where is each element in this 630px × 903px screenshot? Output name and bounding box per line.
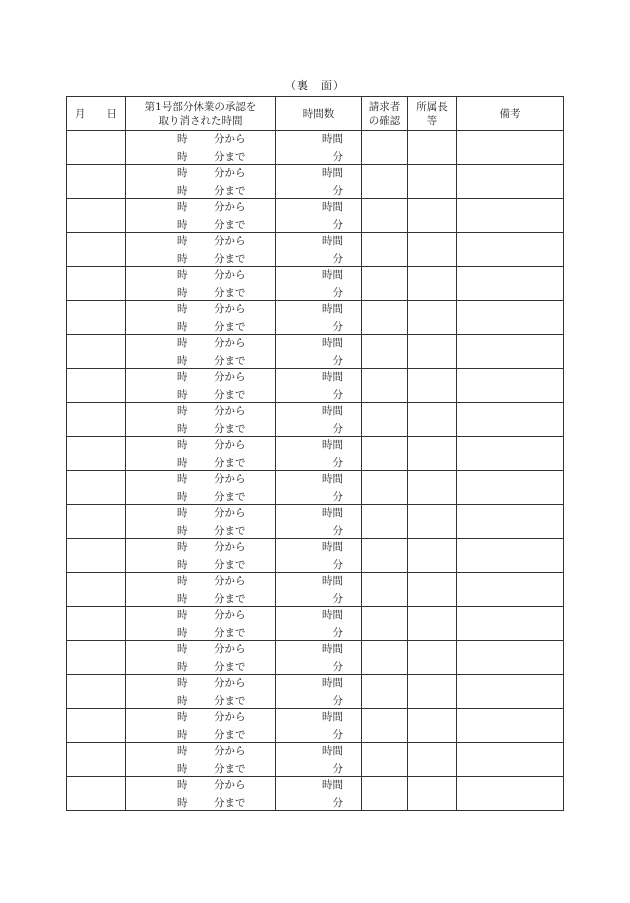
minute-to-label: 分まで (214, 763, 246, 775)
department-head-cell[interactable] (408, 335, 457, 369)
table-row (67, 131, 564, 165)
date-cell[interactable] (67, 505, 126, 539)
date-cell[interactable] (67, 607, 126, 641)
department-head-cell[interactable] (408, 675, 457, 709)
time-range-cell[interactable] (126, 335, 276, 369)
department-head-cell[interactable] (408, 505, 457, 539)
time-range-cell[interactable] (126, 675, 276, 709)
minute-to-label: 分まで (214, 491, 246, 503)
duration-cell[interactable] (276, 675, 362, 709)
duration-minutes-label: 分 (332, 219, 343, 231)
header-requester-line2: の確認 (368, 114, 401, 127)
table-row (67, 165, 564, 199)
duration-minutes-label: 分 (332, 423, 343, 435)
duration-hours-label: 時間 (322, 779, 343, 791)
header-requester-line1: 請求者 (368, 100, 401, 113)
minute-to-label: 分まで (214, 525, 246, 537)
minute-to-label: 分まで (214, 423, 246, 435)
department-head-cell[interactable] (408, 539, 457, 573)
duration-cell[interactable] (276, 505, 362, 539)
header-head-line2: 等 (426, 114, 438, 127)
time-range-cell[interactable] (126, 709, 276, 743)
duration-cell[interactable] (276, 267, 362, 301)
minute-to-label: 分まで (214, 185, 246, 197)
duration-cell[interactable] (276, 777, 362, 811)
remarks-cell[interactable] (457, 505, 564, 539)
minute-from-label: 分から (214, 337, 246, 349)
department-head-cell[interactable] (408, 131, 457, 165)
time-range-cell[interactable] (126, 743, 276, 777)
duration-hours-label: 時間 (322, 371, 343, 383)
time-range-cell[interactable] (126, 607, 276, 641)
duration-hours-label: 時間 (322, 303, 343, 315)
date-cell[interactable] (67, 743, 126, 777)
minute-to-label: 分まで (214, 321, 246, 333)
duration-minutes-label: 分 (332, 491, 343, 503)
remarks-cell[interactable] (457, 743, 564, 777)
duration-hours-label: 時間 (322, 643, 343, 655)
duration-minutes-label: 分 (332, 695, 343, 707)
duration-cell[interactable] (276, 471, 362, 505)
requester-confirmation-cell[interactable] (362, 403, 408, 437)
requester-confirmation-cell[interactable] (362, 777, 408, 811)
time-range-cell[interactable] (126, 641, 276, 675)
date-cell[interactable] (67, 199, 126, 233)
time-range-cell[interactable] (126, 369, 276, 403)
time-range-cell[interactable] (126, 267, 276, 301)
hour-from-label: 時 (177, 643, 188, 655)
time-range-cell[interactable] (126, 505, 276, 539)
hour-to-label: 時 (177, 423, 188, 435)
header-cancelled-time (126, 97, 276, 131)
requester-confirmation-cell[interactable] (362, 471, 408, 505)
remarks-cell[interactable] (457, 233, 564, 267)
date-cell[interactable] (67, 641, 126, 675)
hour-from-label: 時 (177, 439, 188, 451)
remarks-cell[interactable] (457, 607, 564, 641)
department-head-cell[interactable] (408, 199, 457, 233)
duration-cell[interactable] (276, 539, 362, 573)
duration-minutes-label: 分 (332, 763, 343, 775)
hour-from-label: 時 (177, 133, 188, 145)
date-cell[interactable] (67, 165, 126, 199)
department-head-cell[interactable] (408, 471, 457, 505)
partial-leave-cancellation-table (66, 96, 564, 811)
duration-minutes-label: 分 (332, 287, 343, 299)
duration-minutes-label: 分 (332, 593, 343, 605)
hour-from-label: 時 (177, 235, 188, 247)
hour-to-label: 時 (177, 151, 188, 163)
hour-to-label: 時 (177, 525, 188, 537)
hour-from-label: 時 (177, 779, 188, 791)
duration-hours-label: 時間 (322, 473, 343, 485)
requester-confirmation-cell[interactable] (362, 675, 408, 709)
duration-cell[interactable] (276, 165, 362, 199)
hour-to-label: 時 (177, 627, 188, 639)
header-remarks: 備考 (457, 97, 564, 131)
table-row (67, 471, 564, 505)
hour-from-label: 時 (177, 541, 188, 553)
date-cell[interactable] (67, 437, 126, 471)
hour-from-label: 時 (177, 201, 188, 213)
hour-from-label: 時 (177, 371, 188, 383)
requester-confirmation-cell[interactable] (362, 505, 408, 539)
duration-cell[interactable] (276, 369, 362, 403)
table-row (67, 709, 564, 743)
hour-to-label: 時 (177, 389, 188, 401)
minute-to-label: 分まで (214, 389, 246, 401)
requester-confirmation-cell[interactable] (362, 301, 408, 335)
time-range-cell[interactable] (126, 573, 276, 607)
duration-cell[interactable] (276, 131, 362, 165)
hour-to-label: 時 (177, 491, 188, 503)
remarks-cell[interactable] (457, 573, 564, 607)
minute-from-label: 分から (214, 779, 246, 791)
remarks-cell[interactable] (457, 165, 564, 199)
remarks-cell[interactable] (457, 641, 564, 675)
minute-from-label: 分から (214, 677, 246, 689)
table-row (67, 437, 564, 471)
hour-to-label: 時 (177, 287, 188, 299)
hour-from-label: 時 (177, 337, 188, 349)
minute-from-label: 分から (214, 269, 246, 281)
table-row (67, 369, 564, 403)
duration-cell[interactable] (276, 709, 362, 743)
duration-cell[interactable] (276, 573, 362, 607)
minute-to-label: 分まで (214, 287, 246, 299)
requester-confirmation-cell[interactable] (362, 369, 408, 403)
minute-from-label: 分から (214, 473, 246, 485)
date-cell[interactable] (67, 675, 126, 709)
hour-from-label: 時 (177, 609, 188, 621)
hour-from-label: 時 (177, 711, 188, 723)
duration-minutes-label: 分 (332, 457, 343, 469)
requester-confirmation-cell[interactable] (362, 607, 408, 641)
minute-from-label: 分から (214, 575, 246, 587)
remarks-cell[interactable] (457, 199, 564, 233)
date-cell[interactable] (67, 573, 126, 607)
remarks-cell[interactable] (457, 335, 564, 369)
table-row (67, 675, 564, 709)
minute-to-label: 分まで (214, 559, 246, 571)
remarks-cell[interactable] (457, 709, 564, 743)
minute-to-label: 分まで (214, 253, 246, 265)
duration-cell[interactable] (276, 301, 362, 335)
minute-from-label: 分から (214, 405, 246, 417)
hour-to-label: 時 (177, 661, 188, 673)
department-head-cell[interactable] (408, 437, 457, 471)
date-cell[interactable] (67, 709, 126, 743)
hour-from-label: 時 (177, 677, 188, 689)
minute-from-label: 分から (214, 133, 246, 145)
header-date: 月 日 (67, 97, 126, 131)
hour-to-label: 時 (177, 219, 188, 231)
minute-from-label: 分から (214, 303, 246, 315)
date-cell[interactable] (67, 131, 126, 165)
duration-hours-label: 時間 (322, 745, 343, 757)
hour-to-label: 時 (177, 763, 188, 775)
time-range-cell[interactable] (126, 131, 276, 165)
hour-to-label: 時 (177, 321, 188, 333)
remarks-cell[interactable] (457, 403, 564, 437)
table-row (67, 301, 564, 335)
requester-confirmation-cell[interactable] (362, 335, 408, 369)
time-range-cell[interactable] (126, 233, 276, 267)
time-range-cell[interactable] (126, 777, 276, 811)
remarks-cell[interactable] (457, 369, 564, 403)
duration-minutes-label: 分 (332, 253, 343, 265)
remarks-cell[interactable] (457, 777, 564, 811)
duration-hours-label: 時間 (322, 235, 343, 247)
hour-to-label: 時 (177, 729, 188, 741)
table-row (67, 267, 564, 301)
time-range-cell[interactable] (126, 539, 276, 573)
department-head-cell[interactable] (408, 777, 457, 811)
remarks-cell[interactable] (457, 471, 564, 505)
minute-to-label: 分まで (214, 729, 246, 741)
hour-to-label: 時 (177, 185, 188, 197)
requester-confirmation-cell[interactable] (362, 709, 408, 743)
minute-to-label: 分まで (214, 593, 246, 605)
duration-hours-label: 時間 (322, 439, 343, 451)
time-range-cell[interactable] (126, 301, 276, 335)
minute-to-label: 分まで (214, 355, 246, 367)
header-row (67, 97, 564, 131)
requester-confirmation-cell[interactable] (362, 199, 408, 233)
requester-confirmation-cell[interactable] (362, 573, 408, 607)
hour-to-label: 時 (177, 695, 188, 707)
minute-to-label: 分まで (214, 457, 246, 469)
department-head-cell[interactable] (408, 233, 457, 267)
table-row (67, 539, 564, 573)
requester-confirmation-cell[interactable] (362, 437, 408, 471)
hour-to-label: 時 (177, 559, 188, 571)
table-row (67, 233, 564, 267)
minute-from-label: 分から (214, 643, 246, 655)
duration-hours-label: 時間 (322, 337, 343, 349)
header-department-head (408, 97, 457, 131)
minute-from-label: 分から (214, 167, 246, 179)
duration-cell[interactable] (276, 607, 362, 641)
table-row (67, 199, 564, 233)
table-row (67, 743, 564, 777)
header-duration: 時間数 (276, 97, 362, 131)
header-cancelled-time-line1: 第1号部分休業の承認を (144, 100, 257, 113)
table-body (67, 131, 564, 811)
remarks-cell[interactable] (457, 131, 564, 165)
hour-from-label: 時 (177, 167, 188, 179)
requester-confirmation-cell[interactable] (362, 743, 408, 777)
date-cell[interactable] (67, 471, 126, 505)
minute-to-label: 分まで (214, 151, 246, 163)
hour-from-label: 時 (177, 745, 188, 757)
date-cell[interactable] (67, 335, 126, 369)
minute-from-label: 分から (214, 439, 246, 451)
duration-hours-label: 時間 (322, 405, 343, 417)
duration-minutes-label: 分 (332, 627, 343, 639)
duration-hours-label: 時間 (322, 541, 343, 553)
date-cell[interactable] (67, 369, 126, 403)
remarks-cell[interactable] (457, 301, 564, 335)
duration-hours-label: 時間 (322, 133, 343, 145)
hour-to-label: 時 (177, 593, 188, 605)
date-cell[interactable] (67, 233, 126, 267)
duration-cell[interactable] (276, 199, 362, 233)
time-range-cell[interactable] (126, 403, 276, 437)
remarks-cell[interactable] (457, 267, 564, 301)
table-row (67, 505, 564, 539)
hour-from-label: 時 (177, 473, 188, 485)
table-row (67, 777, 564, 811)
header-requester-confirmation (362, 97, 408, 131)
header-cancelled-time-line2: 取り消された時間 (158, 114, 243, 127)
duration-cell[interactable] (276, 437, 362, 471)
duration-minutes-label: 分 (332, 797, 343, 809)
department-head-cell[interactable] (408, 709, 457, 743)
time-range-cell[interactable] (126, 471, 276, 505)
requester-confirmation-cell[interactable] (362, 131, 408, 165)
hour-to-label: 時 (177, 355, 188, 367)
requester-confirmation-cell[interactable] (362, 233, 408, 267)
duration-cell[interactable] (276, 335, 362, 369)
duration-cell[interactable] (276, 233, 362, 267)
table-row (67, 403, 564, 437)
hour-from-label: 時 (177, 303, 188, 315)
duration-hours-label: 時間 (322, 711, 343, 723)
hour-to-label: 時 (177, 797, 188, 809)
table-row (67, 607, 564, 641)
duration-hours-label: 時間 (322, 167, 343, 179)
remarks-cell[interactable] (457, 539, 564, 573)
hour-to-label: 時 (177, 457, 188, 469)
duration-hours-label: 時間 (322, 269, 343, 281)
duration-hours-label: 時間 (322, 575, 343, 587)
date-cell[interactable] (67, 301, 126, 335)
department-head-cell[interactable] (408, 267, 457, 301)
table-row (67, 335, 564, 369)
hour-from-label: 時 (177, 405, 188, 417)
department-head-cell[interactable] (408, 573, 457, 607)
minute-from-label: 分から (214, 711, 246, 723)
duration-minutes-label: 分 (332, 559, 343, 571)
remarks-cell[interactable] (457, 675, 564, 709)
minute-to-label: 分まで (214, 661, 246, 673)
duration-cell[interactable] (276, 641, 362, 675)
page-title: （裏 面） (285, 79, 345, 92)
time-range-cell[interactable] (126, 199, 276, 233)
date-cell[interactable] (67, 403, 126, 437)
duration-minutes-label: 分 (332, 525, 343, 537)
duration-hours-label: 時間 (322, 677, 343, 689)
duration-minutes-label: 分 (332, 661, 343, 673)
duration-hours-label: 時間 (322, 201, 343, 213)
hour-to-label: 時 (177, 253, 188, 265)
requester-confirmation-cell[interactable] (362, 539, 408, 573)
duration-minutes-label: 分 (332, 729, 343, 741)
minute-to-label: 分まで (214, 219, 246, 231)
hour-from-label: 時 (177, 507, 188, 519)
department-head-cell[interactable] (408, 607, 457, 641)
date-cell[interactable] (67, 539, 126, 573)
duration-hours-label: 時間 (322, 609, 343, 621)
requester-confirmation-cell[interactable] (362, 267, 408, 301)
minute-to-label: 分まで (214, 797, 246, 809)
time-range-cell[interactable] (126, 165, 276, 199)
requester-confirmation-cell[interactable] (362, 641, 408, 675)
minute-from-label: 分から (214, 609, 246, 621)
minute-from-label: 分から (214, 745, 246, 757)
hour-from-label: 時 (177, 575, 188, 587)
duration-minutes-label: 分 (332, 185, 343, 197)
table-row (67, 641, 564, 675)
department-head-cell[interactable] (408, 403, 457, 437)
duration-minutes-label: 分 (332, 389, 343, 401)
department-head-cell[interactable] (408, 301, 457, 335)
department-head-cell[interactable] (408, 641, 457, 675)
requester-confirmation-cell[interactable] (362, 165, 408, 199)
duration-cell[interactable] (276, 403, 362, 437)
date-cell[interactable] (67, 267, 126, 301)
minute-from-label: 分から (214, 371, 246, 383)
remarks-cell[interactable] (457, 437, 564, 471)
duration-cell[interactable] (276, 743, 362, 777)
department-head-cell[interactable] (408, 743, 457, 777)
duration-hours-label: 時間 (322, 507, 343, 519)
minute-from-label: 分から (214, 541, 246, 553)
department-head-cell[interactable] (408, 369, 457, 403)
department-head-cell[interactable] (408, 165, 457, 199)
minute-from-label: 分から (214, 201, 246, 213)
hour-from-label: 時 (177, 269, 188, 281)
minute-to-label: 分まで (214, 695, 246, 707)
duration-minutes-label: 分 (332, 321, 343, 333)
duration-minutes-label: 分 (332, 151, 343, 163)
time-range-cell[interactable] (126, 437, 276, 471)
minute-from-label: 分から (214, 507, 246, 519)
duration-minutes-label: 分 (332, 355, 343, 367)
minute-from-label: 分から (214, 235, 246, 247)
date-cell[interactable] (67, 777, 126, 811)
table-row (67, 573, 564, 607)
header-head-line1: 所属長 (416, 100, 448, 113)
minute-to-label: 分まで (214, 627, 246, 639)
